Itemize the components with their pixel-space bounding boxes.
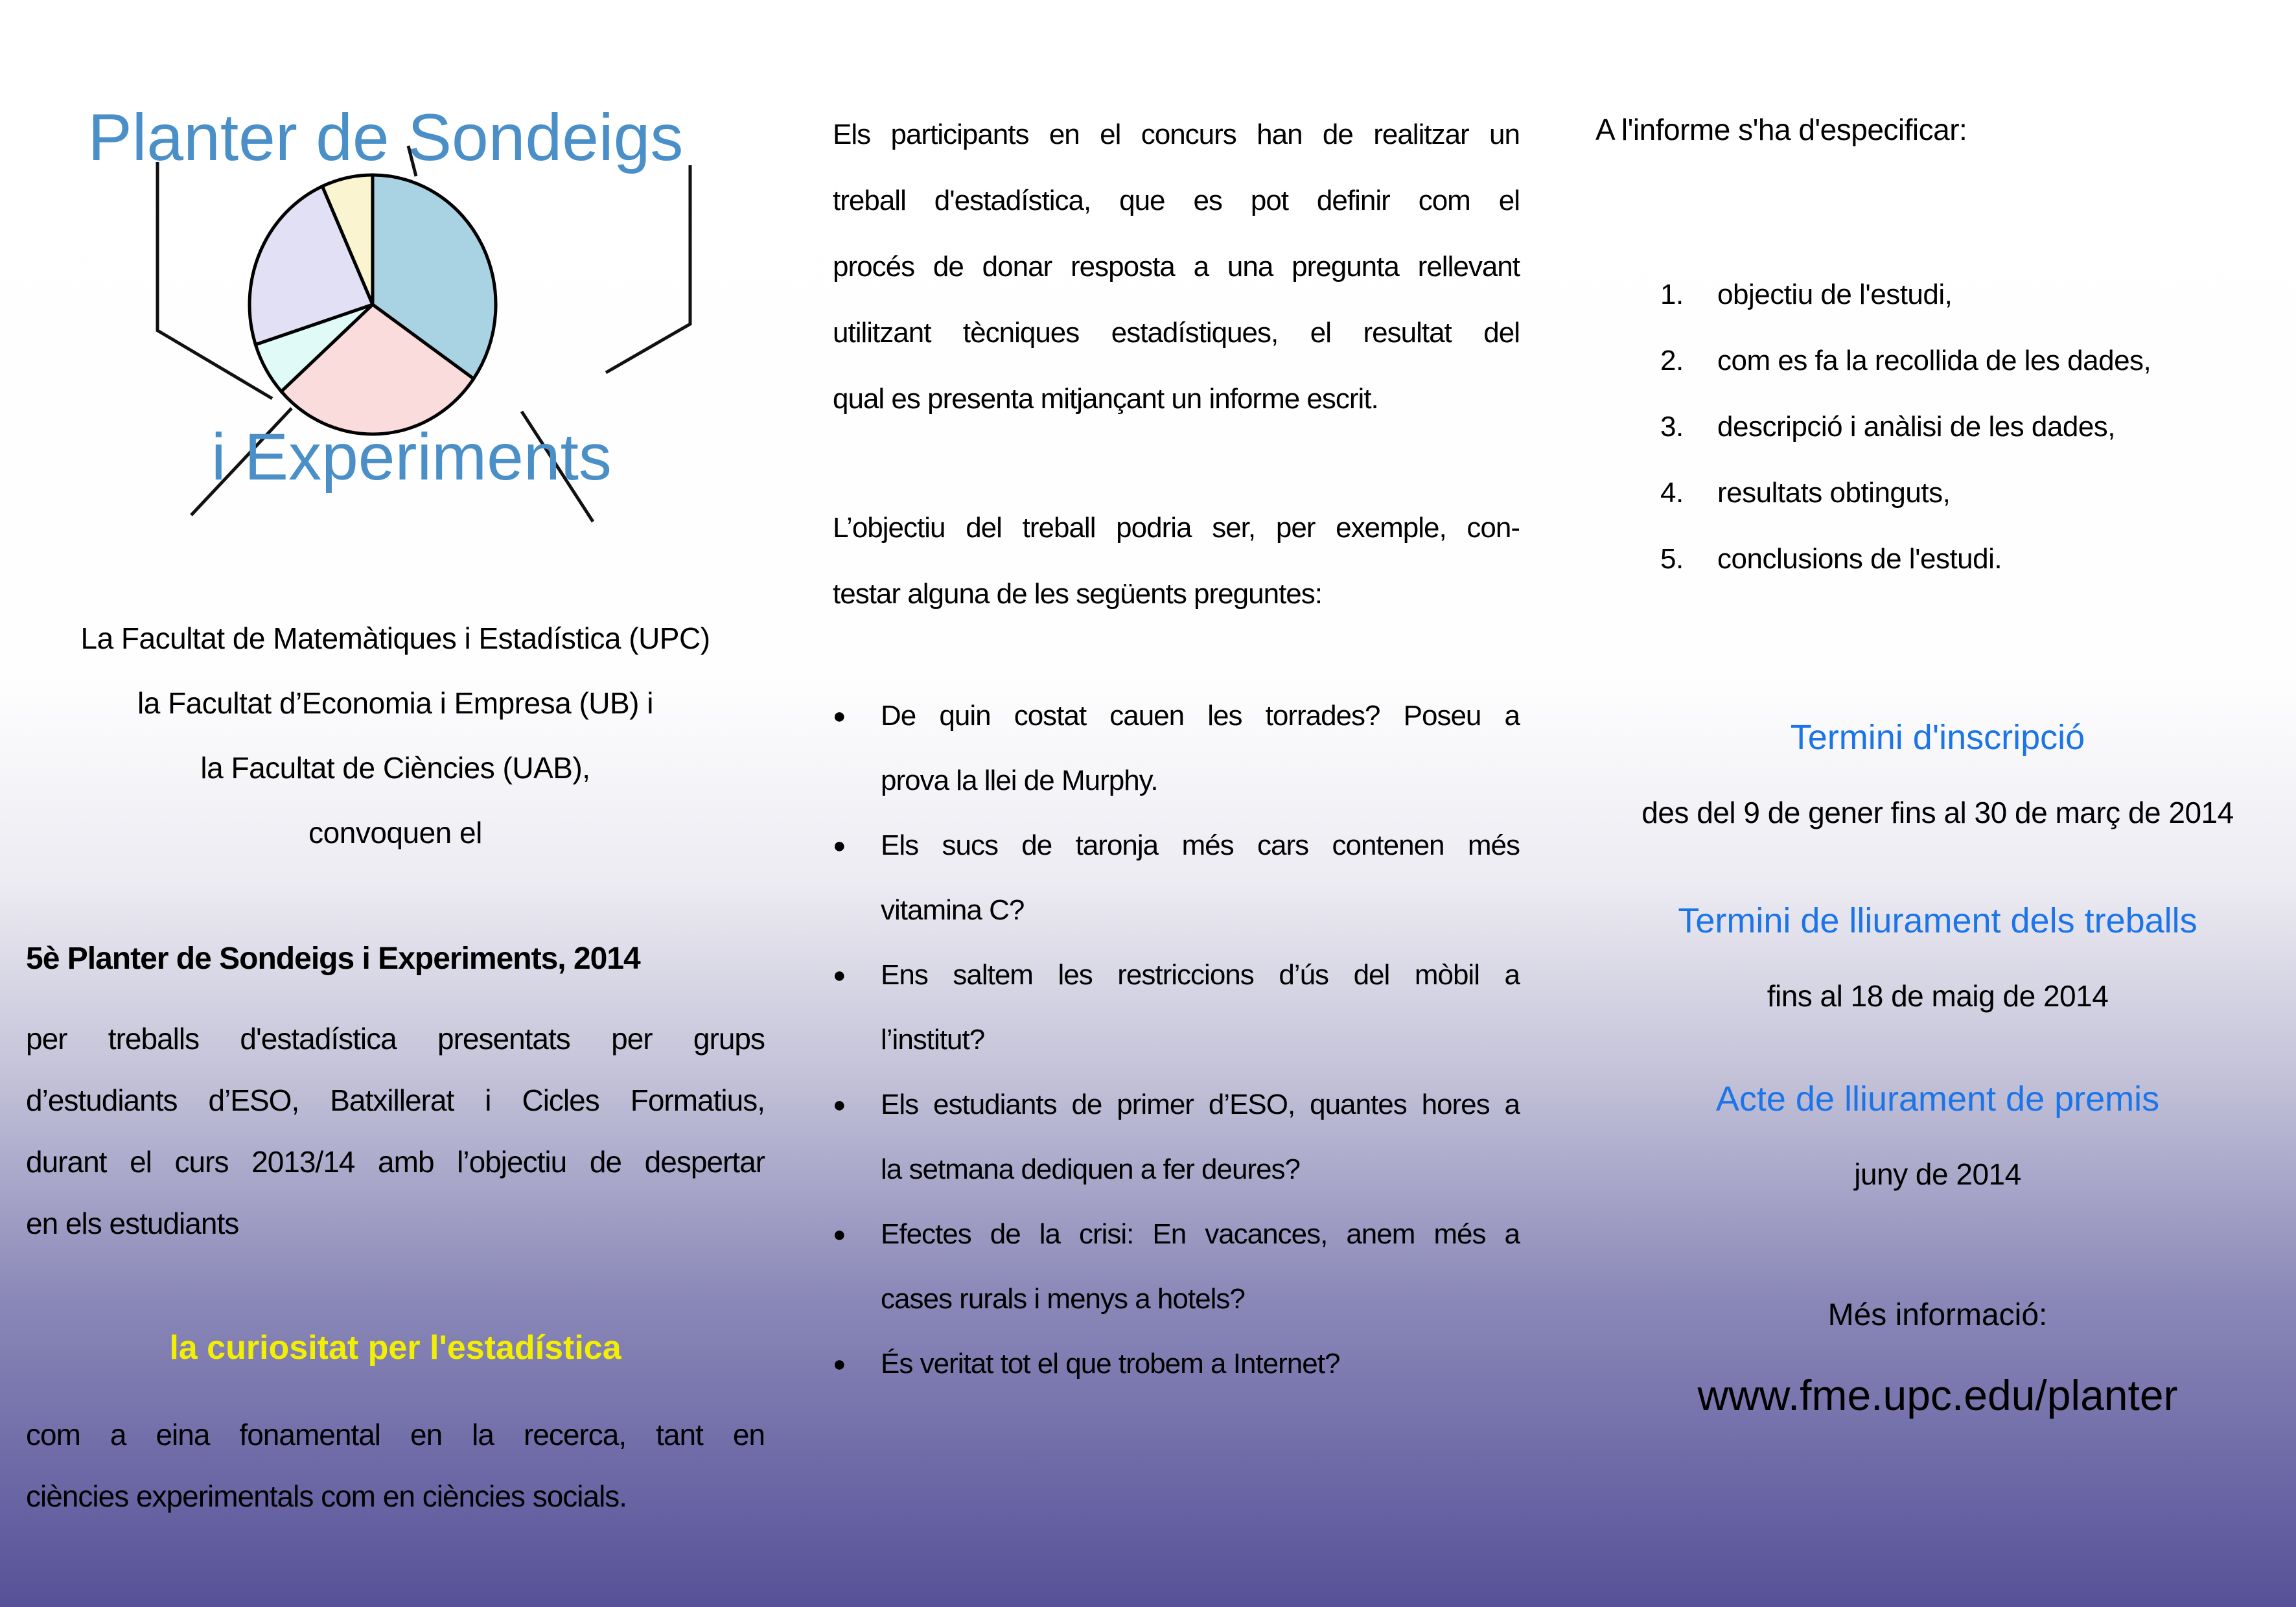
organizer-line: la Facultat d’Economia i Empresa (UB) i bbox=[137, 686, 653, 720]
section-title-delivery: Termini de lliurament dels treballs bbox=[1678, 901, 2197, 940]
item-number: 1. bbox=[1660, 279, 1684, 310]
item-text: conclusions de l'estudi. bbox=[1717, 543, 2002, 575]
bullet-line: Efectes de la crisi: En vacances, anem més a bbox=[881, 1218, 1520, 1250]
leader-line bbox=[606, 165, 690, 373]
list-item bbox=[833, 943, 1520, 1072]
organizers-block bbox=[26, 606, 765, 865]
list-item bbox=[833, 1202, 1520, 1332]
work-definition-paragraph bbox=[833, 102, 1520, 432]
bullet-icon: ● bbox=[833, 1352, 846, 1376]
paragraph-line: L’objectiu del treball podria ser, per exemple, con- bbox=[833, 512, 1520, 544]
item-number: 3. bbox=[1660, 411, 1684, 443]
item-number: 2. bbox=[1660, 345, 1684, 376]
paragraph-line: per treballs d'estadística presentats per grups bbox=[26, 1022, 765, 1056]
bullet-icon: ● bbox=[833, 1222, 846, 1247]
paragraph-line: en els estudiants bbox=[26, 1207, 239, 1240]
list-item bbox=[833, 684, 1520, 813]
item-text: com es fa la recollida de les dades, bbox=[1717, 345, 2151, 376]
contest-description bbox=[26, 1008, 765, 1254]
bullet-icon: ● bbox=[833, 963, 846, 988]
bullet-line: prova la llei de Murphy. bbox=[881, 765, 1158, 796]
section-title-inscription: Termini d'inscripció bbox=[1790, 718, 2085, 757]
item-number: 5. bbox=[1660, 543, 1684, 575]
paragraph-line: d’estudiants d’ESO, Batxillerat i Cicles Formatius, bbox=[26, 1083, 765, 1117]
organizer-line: la Facultat de Ciències (UAB), bbox=[200, 751, 590, 785]
item-text: resultats obtinguts, bbox=[1717, 477, 1951, 509]
bullet-icon: ● bbox=[833, 704, 846, 728]
section-detail-inscription: des del 9 de gener fins al 30 de març de 2014 bbox=[1641, 796, 2234, 829]
paragraph-line: Els participants en el concurs han de realitzar un bbox=[833, 119, 1520, 150]
bullet-line: Ens saltem les restriccions d’ús del mòbil a bbox=[881, 959, 1520, 991]
list-item bbox=[833, 813, 1520, 943]
item-number: 4. bbox=[1660, 477, 1684, 509]
report-contents-list bbox=[1660, 262, 2280, 592]
closing-paragraph bbox=[26, 1404, 765, 1527]
example-questions-list bbox=[833, 684, 1520, 1396]
item-text: objectiu de l'estudi, bbox=[1717, 279, 1953, 310]
paragraph-line: ciències experimentals com en ciències socials. bbox=[26, 1479, 627, 1513]
bullet-line: vitamina C? bbox=[881, 894, 1025, 926]
objective-paragraph bbox=[833, 495, 1520, 627]
bullet-line: l’institut? bbox=[881, 1024, 985, 1056]
paragraph-line: testar alguna de les següents preguntes: bbox=[833, 578, 1322, 610]
organizer-line: La Facultat de Matemàtiques i Estadística (UPC) bbox=[80, 621, 710, 655]
paragraph-line: procés de donar resposta a una pregunta rellevant bbox=[833, 251, 1520, 283]
paragraph-line: treball d'estadística, que es pot definir com el bbox=[833, 185, 1520, 216]
logo-title-line2: i Experiments bbox=[211, 420, 612, 494]
section-detail-delivery: fins al 18 de maig de 2014 bbox=[1767, 979, 2109, 1013]
numbered-item bbox=[1660, 262, 2280, 328]
paragraph-line: com a eina fonamental en la recerca, tant en bbox=[26, 1418, 765, 1451]
numbered-item bbox=[1660, 526, 2280, 592]
numbered-item bbox=[1660, 394, 2280, 460]
list-item bbox=[833, 1332, 1520, 1396]
bullet-line: És veritat tot el que trobem a Internet? bbox=[881, 1348, 1340, 1380]
report-heading: A l'informe s'ha d'especificar: bbox=[1595, 113, 1967, 146]
bullet-line: De quin costat cauen les torrades? Poseu a bbox=[881, 700, 1520, 732]
paragraph-line: utilitzant tècniques estadístiques, el resultat del bbox=[833, 317, 1520, 349]
numbered-item bbox=[1660, 460, 2280, 526]
bullet-icon: ● bbox=[833, 833, 846, 858]
section-title-awards: Acte de lliurament de premis bbox=[1715, 1080, 2160, 1118]
paragraph-line: qual es presenta mitjançant un informe escrit. bbox=[833, 383, 1378, 415]
paragraph-line: durant el curs 2013/14 amb l’objectiu de despertar bbox=[26, 1145, 765, 1179]
section-detail-awards: juny de 2014 bbox=[1854, 1157, 2021, 1191]
highlight-text: la curiositat per l'estadística bbox=[169, 1329, 621, 1367]
bullet-line: cases rurals i menys a hotels? bbox=[881, 1283, 1245, 1315]
bullet-line: la setmana dediquen a fer deures? bbox=[881, 1153, 1301, 1185]
contest-heading: 5è Planter de Sondeigs i Experiments, 2014 bbox=[26, 942, 640, 976]
website-url: www.fme.upc.edu/planter bbox=[1697, 1371, 2178, 1419]
pie-slices bbox=[249, 175, 496, 434]
item-text: descripció i anàlisi de les dades, bbox=[1717, 411, 2116, 443]
bullet-icon: ● bbox=[833, 1093, 846, 1117]
bullet-line: Els sucs de taronja més cars contenen més bbox=[881, 829, 1520, 861]
logo-title-line1: Planter de Sondeigs bbox=[87, 100, 684, 174]
more-info-label: Més informació: bbox=[1827, 1298, 2048, 1332]
organizer-line: convoquen el bbox=[308, 816, 482, 850]
list-item bbox=[833, 1072, 1520, 1202]
numbered-item bbox=[1660, 328, 2280, 394]
bullet-line: Els estudiants de primer d’ESO, quantes hores a bbox=[881, 1089, 1520, 1120]
